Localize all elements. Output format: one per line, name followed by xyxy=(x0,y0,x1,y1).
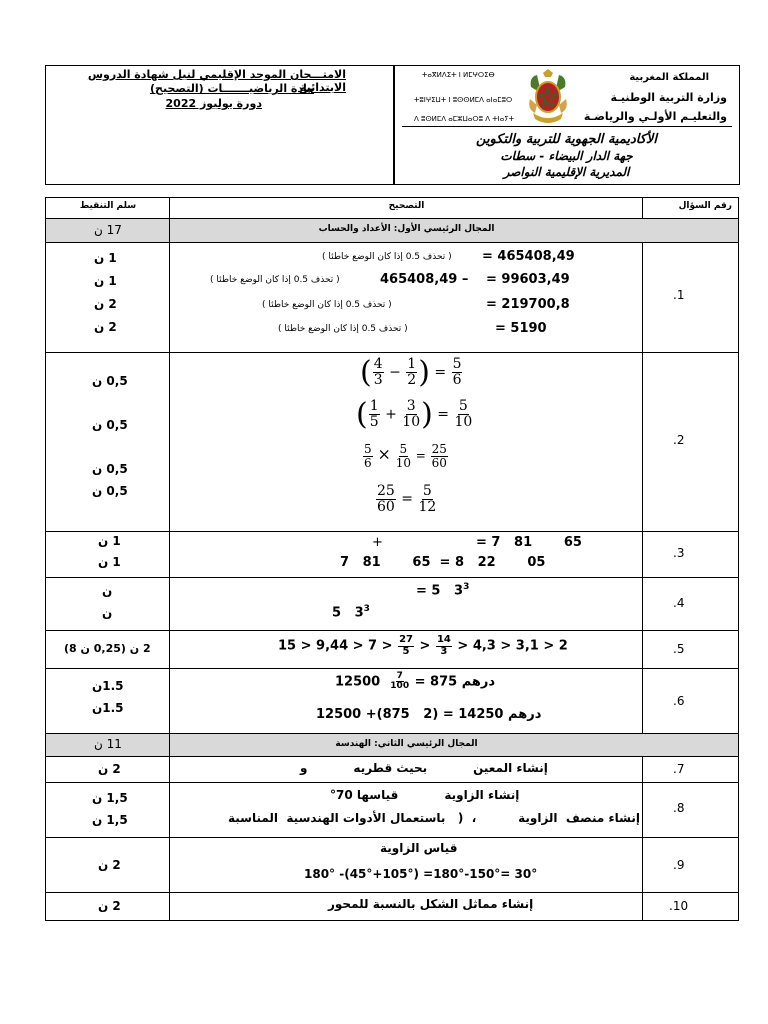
tifinagh-line-1: ⵜⴰⴳⵍⴷⵉⵜ ⵏ ⵍⵎⵖⵔⵉⴱ xyxy=(422,71,495,79)
question-number-8: .8 xyxy=(673,801,685,815)
rhombus-construction: إنشاء المعين بحيث قطريه و xyxy=(300,761,548,775)
score-q9: 2 ن xyxy=(98,858,121,872)
time-result-q4-line1: = 5 $3^3$ xyxy=(416,582,470,599)
subtraction-q1-b: 465408,49 – xyxy=(380,272,469,287)
score-q2-a: 0,5 ن xyxy=(92,374,128,388)
section-title: المجال الرئيسي الأول: الأعداد والحساب xyxy=(318,224,495,234)
score-q8-a: 1,5 ن xyxy=(92,791,128,805)
question-row-1 xyxy=(46,243,739,353)
score-q4-a: ن xyxy=(102,584,113,598)
angle-construction: إنشاء الزاوية قياسها 70° xyxy=(330,788,520,802)
region-name: جهة الدار البيضاء - سطات xyxy=(500,149,633,163)
fraction-expression-4: $\frac{25}{60}$ = $\frac{5}{12}$ xyxy=(377,483,437,515)
section-title: المجال الرئيسي الثاني: الهندسة xyxy=(335,739,478,749)
score-q5: 2 ن (0,25 ن 8) xyxy=(64,642,151,655)
fraction-expression-1: ( $\frac{4}{3}$ − $\frac{1}{2}$ ) = $\frac{5}{6}$ xyxy=(360,355,462,390)
question-row-7 xyxy=(46,757,739,783)
question-row-10 xyxy=(46,893,739,921)
number-ordering: 15 > 9,44 > 7 > $\frac{27}{5}$ > $\frac{14}{3}$ > 4,3 > 3,1 > 2 xyxy=(278,634,568,657)
question-row-2 xyxy=(46,353,739,532)
total-price-calculation: 12500 +(875 2) = 14250 درهم xyxy=(316,707,542,722)
directorate-name: المديرية الإقليمية النواصر xyxy=(503,165,630,179)
note-q1-a: ( تحذف 0.5 إذا كان الوضع خاطئا ) xyxy=(322,252,452,262)
score-q1-d: 2 ن xyxy=(94,320,117,334)
section-score: 11 ن xyxy=(94,737,122,751)
score-q1-a: 1 ن xyxy=(94,251,117,265)
score-q10: 2 ن xyxy=(98,899,121,913)
score-q1-c: 2 ن xyxy=(94,297,117,311)
score-q6-a: 1.5ن xyxy=(92,679,124,693)
exam-subject: مادة الرياضيـــــــات (التصحيح) xyxy=(150,82,314,95)
score-q2-c: 0,5 ن xyxy=(92,462,128,476)
col-header-correction: التصحيح xyxy=(388,201,425,211)
coat-of-arms-emblem xyxy=(527,69,569,125)
addition-sign: + xyxy=(372,535,383,550)
question-number-2: .2 xyxy=(673,433,685,447)
col-header-question: رقم السؤال xyxy=(678,201,732,211)
score-q3-b: 1 ن xyxy=(98,555,121,569)
question-row-3 xyxy=(46,532,739,578)
score-q7: 2 ن xyxy=(98,762,121,776)
score-q4-b: ن xyxy=(102,606,113,620)
exam-session: دورة يوليوز 2022 xyxy=(165,97,262,110)
note-q1-b: ( تحذف 0.5 إذا كان الوضع خاطئا ) xyxy=(210,275,340,285)
result-q1-c: = 219700,8 xyxy=(486,297,570,312)
score-q2-b: 0,5 ن xyxy=(92,418,128,432)
result-q1-d: = 5190 xyxy=(495,321,547,336)
fraction-expression-3: $\frac{5}{6}$ × $\frac{5}{10}$ = $\frac{25}{60}$ xyxy=(364,442,447,470)
score-q3-a: 1 ن xyxy=(98,534,121,548)
angle-measure-label: قياس الزاوية xyxy=(380,841,458,855)
score-q1-b: 1 ن xyxy=(94,274,117,288)
section-row-geometry xyxy=(46,734,739,757)
score-q8-b: 1,5 ن xyxy=(92,813,128,827)
table-header-row xyxy=(46,198,739,219)
question-number-5: .5 xyxy=(673,642,685,656)
tifinagh-line-3: ⴷ ⵓⵙⵍⵎⴷ ⴰⵎⵣⵡⴰⵔⵓ ⴷ ⵜⵏⴰⵢⵜ xyxy=(414,115,515,123)
question-number-7: .7 xyxy=(673,762,685,776)
question-number-6: .6 xyxy=(673,694,685,708)
question-row-4 xyxy=(46,578,739,631)
question-number-3: .3 xyxy=(673,546,685,560)
result-q1-a: = 465408,49 xyxy=(482,249,575,264)
academy-name: الأكاديمية الجهوية للتربية والتكوين xyxy=(476,132,657,147)
discount-calculation: 12500 $\frac{7}{100}$ = 875 درهم xyxy=(335,671,496,692)
section-score: 17 ن xyxy=(94,223,122,237)
bisector-construction: إنشاء منصف الزاوية ، ( باستعمال الأدوات الهندسية المناسبة xyxy=(228,811,640,825)
score-q2-d: 0,5 ن xyxy=(92,484,128,498)
kingdom-name: المملكة المغربية xyxy=(629,72,709,83)
ministry-name-2: والتعليـم الأولـي والرياضـة xyxy=(583,110,727,123)
header-right-box xyxy=(393,65,740,185)
exam-title: الامتـــحان الموحد الإقليمي لنيل شهادة الدروس الابتدائية xyxy=(87,68,346,94)
question-number-1: .1 xyxy=(673,288,685,302)
question-row-8 xyxy=(46,783,739,838)
note-q1-d: ( تحذف 0.5 إذا كان الوضع خاطئا ) xyxy=(278,324,408,334)
note-q1-c: ( تحذف 0.5 إذا كان الوضع خاطئا ) xyxy=(262,300,392,310)
correction-table xyxy=(45,197,739,921)
question-number-4: .4 xyxy=(673,596,685,610)
score-q6-b: 1.5ن xyxy=(92,701,124,715)
time-result-line2: 7 81 65 = 8 22 05 xyxy=(340,555,546,570)
fraction-expression-2: ( $\frac{1}{5}$ + $\frac{3}{10}$ ) = $\frac{5}{10}$ xyxy=(356,397,473,432)
question-number-9: .9 xyxy=(673,858,685,872)
symmetry-construction: إنشاء مماثل الشكل بالنسبة للمحور xyxy=(328,897,534,911)
time-result-line1: = 7 81 65 xyxy=(476,535,582,550)
question-row-6 xyxy=(46,669,739,734)
header-divider xyxy=(402,126,732,127)
question-row-9 xyxy=(46,838,739,893)
result-q1-b: = 99603,49 xyxy=(486,272,570,287)
ministry-name: وزارة التربية الوطنيـة xyxy=(610,91,727,104)
question-row-5 xyxy=(46,631,739,669)
section-row-numbers xyxy=(46,219,739,243)
angle-measure-calculation: 180° -(45°+105°) =180°-150°= 30° xyxy=(304,867,538,881)
time-result-q4-line2: 5 $3^3$ xyxy=(332,604,370,621)
tifinagh-line-2: ⵜⵓⵏⵖⵉⵡⵜ ⵏ ⵓⵙⵙⵍⵎⴷ ⴰⵏⴰⵎⵓⵔ xyxy=(414,96,513,104)
col-header-score: سلم التنقيط xyxy=(79,201,137,211)
header-left-box xyxy=(45,65,395,185)
question-number-10: .10 xyxy=(669,899,689,913)
